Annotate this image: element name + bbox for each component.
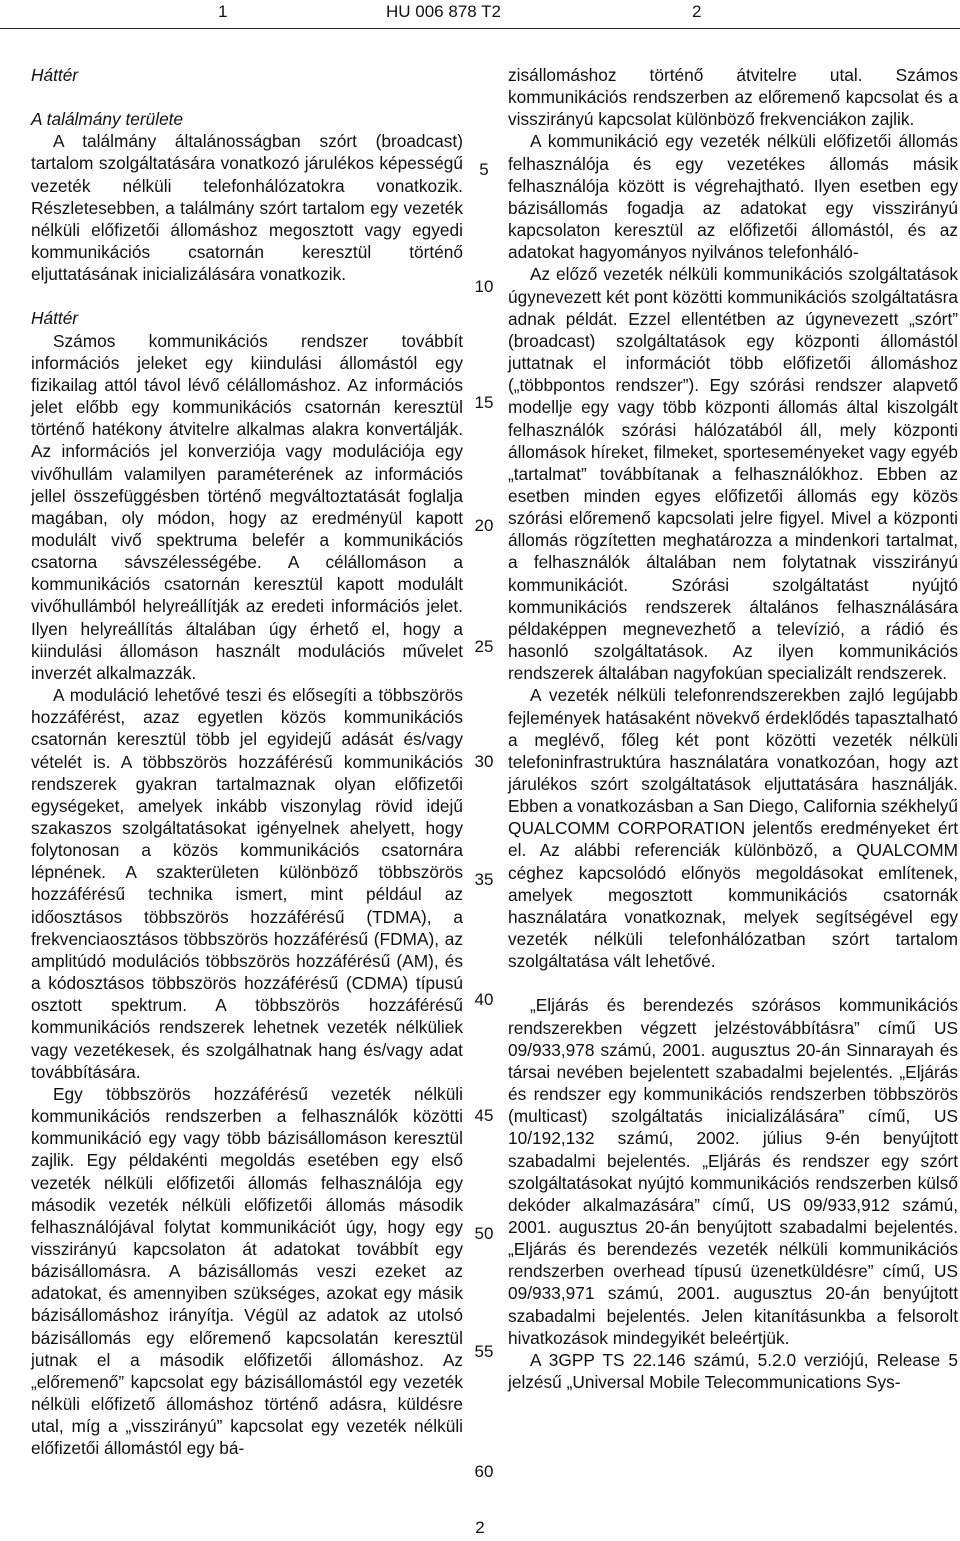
line-number: 35 <box>474 870 494 889</box>
paragraph: zisállomáshoz történő átvitelre utal. Számos kommunikációs rendszerben az előremenő kapcsolat és a visszirányú kapcsolat különböző frekvenciákon zajlik. <box>508 65 958 130</box>
page-header <box>0 0 960 29</box>
line-number: 15 <box>474 393 494 412</box>
paragraph: „Eljárás és berendezés szórásos kommunikációs rendszerekben végzett jelzéstovábbításra” című US 09/933,978 számú, 2001. augusztus 20-án Sinnarayah és társai nevében bejelentett szabadalmi bejelentés. „Eljárás és rendszer egy kommunikációs rendszerben többszörös (multicast) szolgáltatás inicializálására” című, US 10/192,132 számú, 2002. július 9-én benyújtott szabadalmi bejelentés. „Eljárás és rendszer egy szórt szolgáltatásokat nyújtó kommunikációs rendszerben külső dekóder alkalmazására” című, US 09/933,912 számú, 2001. augusztus 20-án benyújtott szabadalmi bejelentés. „Eljárás és berendezés vezeték nélküli kommunikációs rendszerben overhead típusú üzenetküldésre” című, US 09/933,971 számú, 2001. augusztus 20-án benyújtott szabadalmi bejelentés. Jelen kitanításunkba a felsorolt hivatkozások mindegyikét beleértjük. <box>508 995 958 1348</box>
line-number: 50 <box>474 1224 494 1243</box>
paragraph: Számos kommunikációs rendszer továbbít információs jeleket egy kiindulási állomástól egy fizikailag attól távol lévő célállomáshoz. Az információs jelet előbb egy kommunikációs csatornán keresztül történő hatékony átvitelre alkalmas alakra konvertálják. Az információs jel konverziója vagy modulációja egy vivőhullám valamilyen paraméterének az információs jellel összefüggésben történő megváltoztatását foglalja magában, oly módon, hogy az eredményül kapott modulált vivő spektruma belefér a kommunikációs csatorna sávszélességébe. A célállomáson a kommunikációs csatornán keresztül kapott modulált vivőhullámból helyreállítják az eredeti információs jelet. Ilyen helyreállítás általában úgy érhető el, hogy a kiindulási állomáson használt modulációs művelet inverzét alkalmazzák. <box>31 330 463 683</box>
line-number: 45 <box>474 1106 494 1125</box>
right-column <box>508 64 958 1393</box>
page-footer-number: 2 <box>475 1518 485 1537</box>
line-number: 10 <box>474 277 494 296</box>
line-number: 40 <box>474 990 494 1009</box>
subheading-background: Háttér <box>31 308 79 329</box>
section-heading-background: Háttér <box>31 65 79 85</box>
paragraph: A vezeték nélküli telefonrendszerekben zajló legújabb fejlemények hatásaként növekvő érdeklődés tapasztalható a meglévő, főleg két pont közötti vezeték nélküli telefoninfrastruktúra használatára vonatkozóan, hogy azt járulékos szórt szolgáltatások eljuttatására használják. Ebben a vonatkozásban a San Diego, California székhelyű QUALCOMM CORPORATION jelentős eredményeket ért el. Az alábbi referenciák különböző, a QUALCOMM céghez kapcsolódó előnyös megoldásokat említenek, amelyek megosztott kommunikációs csatornák használatára vonatkoznak, melyek segítségével egy vezeték nélküli telefonhálózatban szórt tartalom szolgáltatása vált lehetővé. <box>508 685 958 972</box>
paragraph: A találmány általánosságban szórt (broadcast) tartalom szolgáltatására vonatkozó járulékos képességű vezeték nélküli telefonhálózatokra vonatkozik. Részletesebben, a találmány szórt tartalom egy vezeték nélküli előfizetői állomáshoz megosztott vagy egyedi kommunikációs csatornán keresztül történő eljuttatásának inicializálására vonatkozik. <box>31 131 463 285</box>
line-number: 5 <box>479 160 489 179</box>
page-number-left: 1 <box>218 2 228 21</box>
paragraph: A kommunikáció egy vezeték nélküli előfizetői állomás felhasználója és egy vezetékes állomás másik felhasználója között is végrehajtható. Ilyen esetben egy bázisállomás fogadja az adatokat egy visszirányú kapcsolaton keresztül az előfizetői állomástól, és az adatokat hagyományos nyilvános telefonháló- <box>508 131 958 263</box>
paragraph: A moduláció lehetővé teszi és elősegíti a többszörös hozzáférést, azaz egyetlen közös kommunikációs csatornán keresztül több jel egyidejű adását és/vagy vételét is. A többszörös hozzáférésű kommunikációs rendszerek gyakran tartalmaznak olyan előfizetői egységeket, amelyek inkább viszonylag rövid idejű szakaszos szolgáltatásokat igényelnek ahelyett, hogy folytonosan a közös kommunikációs csatornára lépnének. A szakterületen különböző többszörös hozzáférésű technika ismert, mint például az időosztásos többszörös hozzáférésű (TDMA), a frekvenciaosztásos többszörös hozzáférésű (FDMA), az amplitúdó modulációs többszörös hozzáférésű (AM), és a kódosztásos többszörös hozzáférésű (CDMA) típusú osztott spektrum. A többszörös hozzáférésű kommunikációs rendszerek lehetnek vezeték nélküliek vagy vezetékesek, és szolgálhatnak hang és/vagy adat továbbítására. <box>31 685 463 1082</box>
paragraph: Egy többszörös hozzáférésű vezeték nélküli kommunikációs rendszerben a felhasználók közötti kommunikáció egy vagy több bázisállomáson keresztül zajlik. Egy példakénti megoldás esetében egy első vezeték nélküli előfizetői állomás felhasználója egy második vezeték nélküli előfizetői állomás második felhasználójával folytat kommunikációt úgy, hogy egy visszirányú kapcsolaton át adatokat továbbít egy bázisállomásra. A bázisállomás veszi ezeket az adatokat, és amennyiben szükséges, azokat egy másik bázisállomáshoz irányítja. Végül az adatok az utolsó bázisállomás egy előremenő kapcsolatán keresztül jutnak el a második előfizetői állomáshoz. Az „előremenő” kapcsolat egy bázisállomástól egy vezeték nélküli előfizető állomáshoz történő adásra, küldésre utal, míg a „visszirányú” kapcsolat egy vezeték nélküli előfizetői állomástól egy bá- <box>31 1083 463 1459</box>
line-number: 25 <box>474 637 494 656</box>
paragraph: A 3GPP TS 22.146 számú, 5.2.0 verziójú, Release 5 jelzésű „Universal Mobile Telecommunications Sys- <box>508 1349 958 1393</box>
line-number: 20 <box>474 516 494 535</box>
line-number: 55 <box>474 1342 494 1361</box>
subheading-field-of-invention: A találmány területe <box>31 109 184 130</box>
document-id: HU 006 878 T2 <box>386 2 501 21</box>
line-number: 60 <box>474 1462 494 1481</box>
paragraph: Az előző vezeték nélküli kommunikációs szolgáltatások úgynevezett két pont közötti kommunikációs szolgáltatásra adnak példát. Ezzel ellentétben az úgynevezett „szórt” (broadcast) szolgáltatások egy központi állomástól juttatnak el információt több előfizetői állomáshoz („többpontos rendszer”). Egy szórási rendszer alapvető modellje egy vagy több központi állomás által kiszolgált felhasználók szórási hálózatából áll, mely központi állomások híreket, filmeket, sporteseményeket vagy egyéb „tartalmat” továbbítanak a felhasználókhoz. Ebben az esetben minden egyes előfizetői állomás egy közös szórási előremenő kapcsolati jelre figyel. Mivel a központi állomás rögzítetten meghatározza a mindenkori tartalmat, a felhasználók általában nem folytatnak visszirányú kommunikációt. Szórási szolgáltatást nyújtó kommunikációs rendszerek általános felhasználására példaképpen megnevezhető a televízió, a rádió és hasonló szolgáltatások. Az ilyen kommunikációs rendszerek általában nagyfokúan specializált rendszerek. <box>508 264 958 684</box>
page-number-right: 2 <box>692 2 702 21</box>
left-column <box>31 64 463 1460</box>
line-number: 30 <box>474 752 494 771</box>
